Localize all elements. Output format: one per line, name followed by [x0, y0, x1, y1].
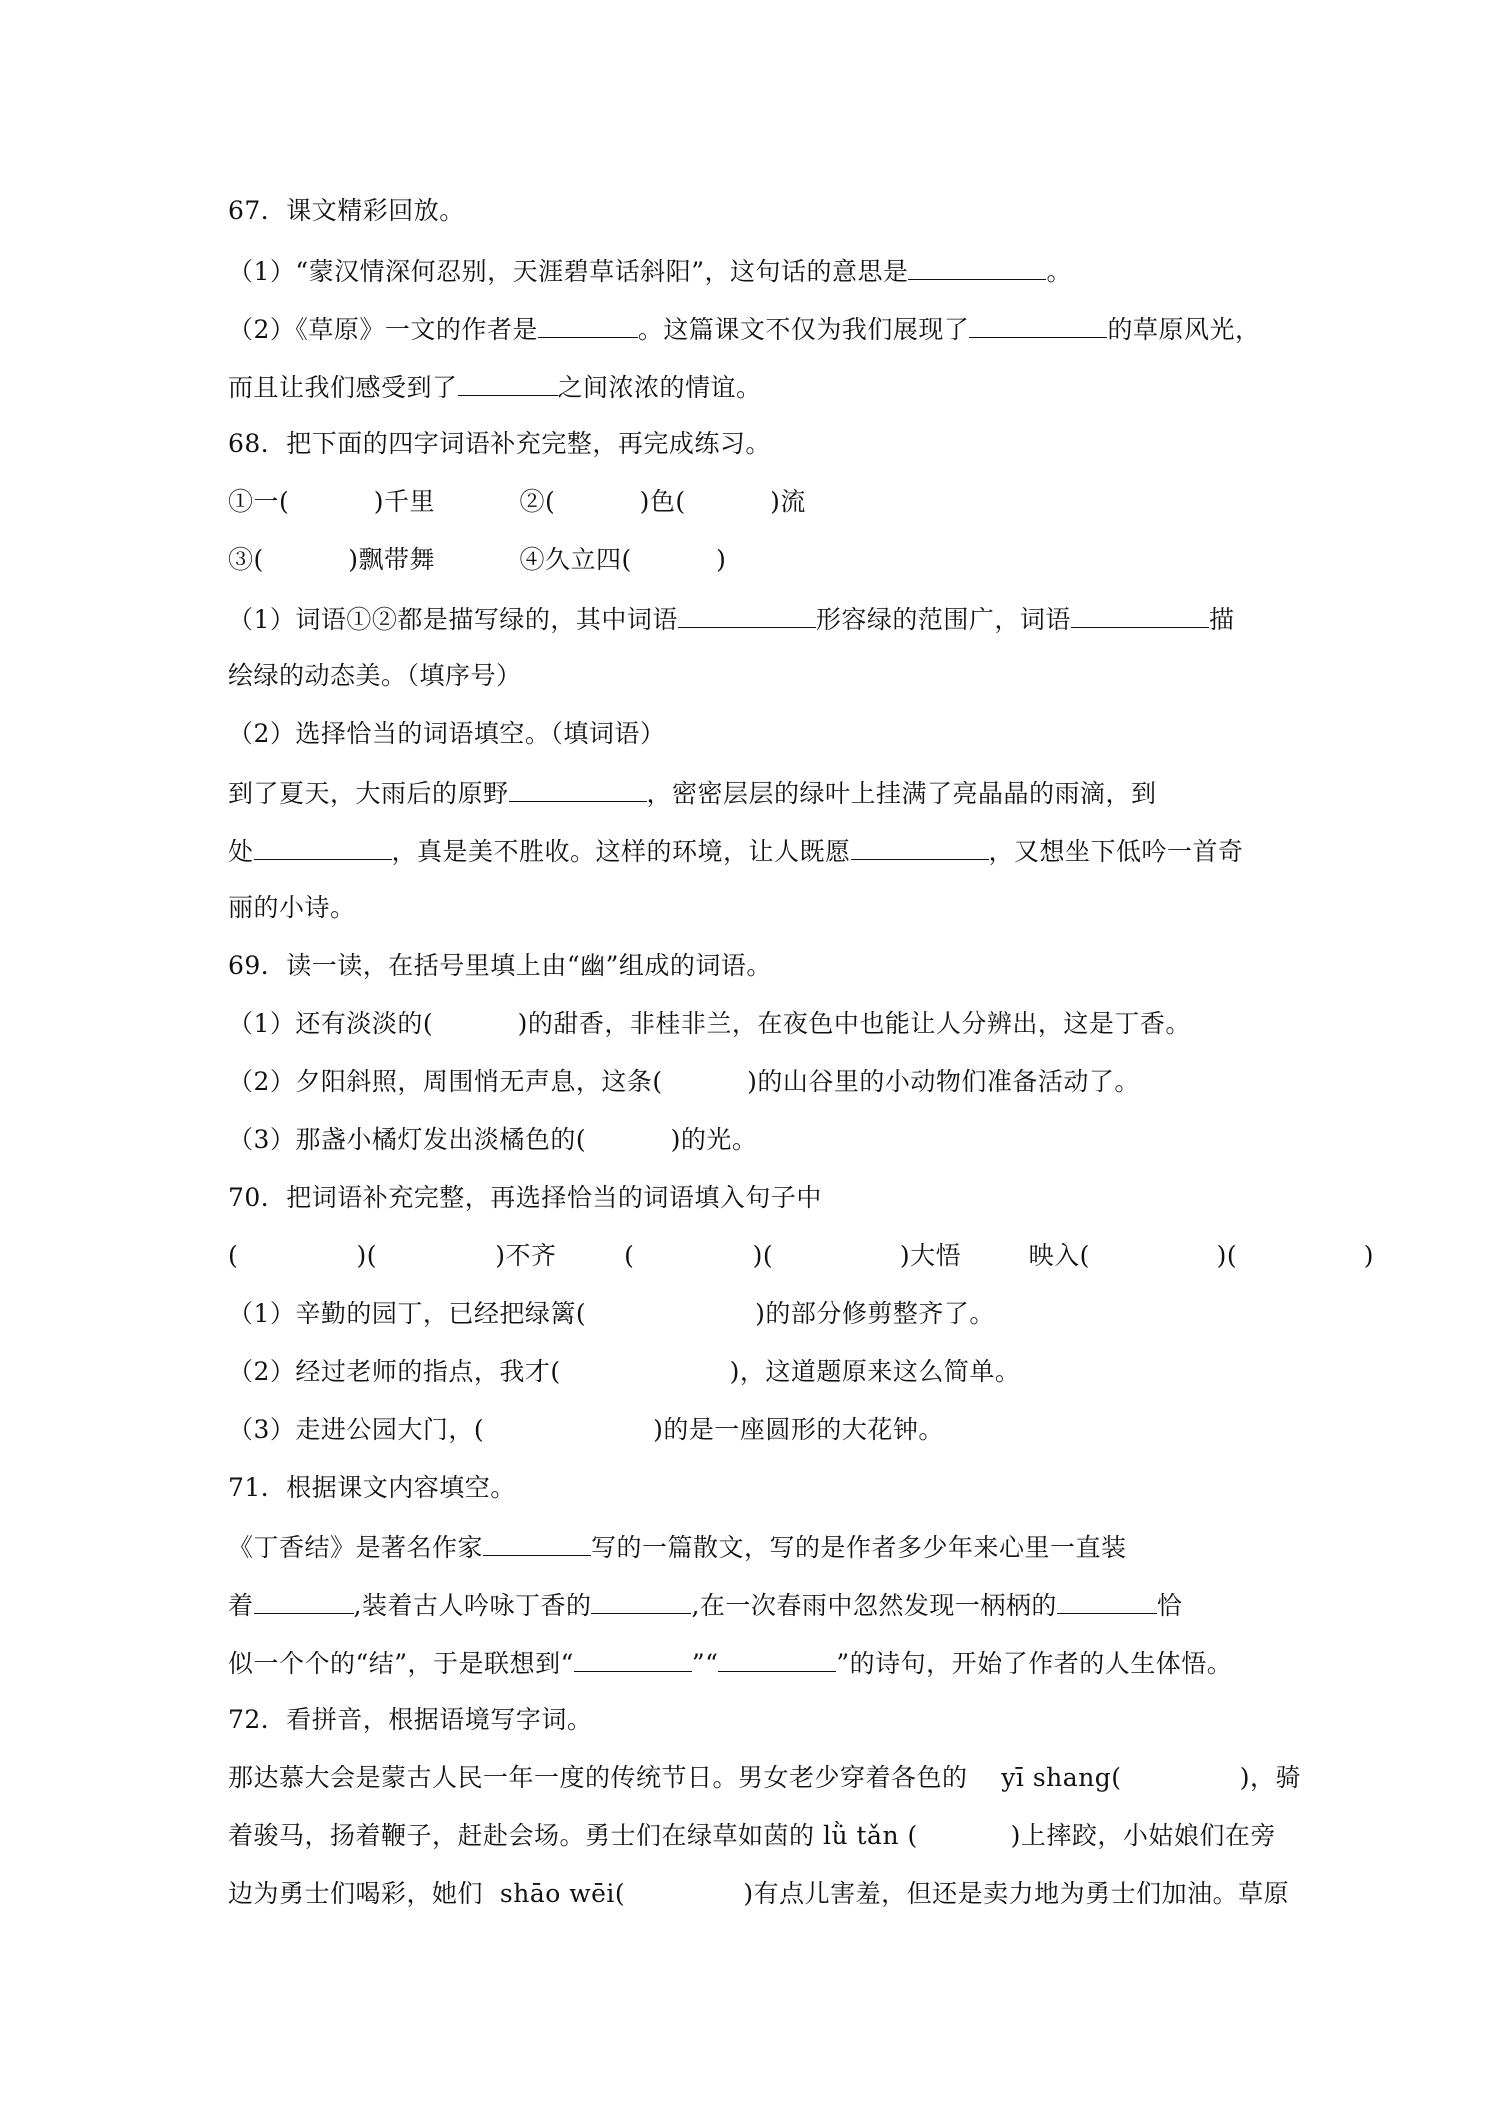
answer-blank[interactable] — [969, 311, 1107, 338]
q68-line-4: 到了夏天，大雨后的原野 ，密密层层的绿叶上挂满了亮晶晶的雨滴，到 — [228, 775, 1157, 811]
q69-line-1: （1）还有淡淡的( )的甜香，非桂非兰，在夜色中也能让人分辨出，这是丁香。 — [228, 1009, 1191, 1038]
q72-title: 72．看拼音，根据语境写字词。 — [228, 1705, 593, 1734]
q69-line-3: （3）那盏小橘灯发出淡橘色的( )的光。 — [228, 1125, 758, 1154]
q67-line-1: （1）“蒙汉情深何忍别，天涯碧草话斜阳”，这句话的意思是 。 — [228, 253, 1072, 289]
q67-line-3: 而且让我们感受到了 之间浓浓的情谊。 — [228, 369, 762, 405]
q70-words-row: ( )( )不齐 ( )( )大悟 映入( )( ) — [228, 1241, 1375, 1270]
answer-blank[interactable] — [574, 1645, 692, 1672]
q67-line-2: （2）《草原》一文的作者是 。这篇课文不仅为我们展现了 的草原风光， — [228, 311, 1260, 347]
q68-line-3: （2）选择恰当的词语填空。（填词语） — [228, 719, 666, 748]
q70-line-1: （1）辛勤的园丁，已经把绿篱( )的部分修剪整齐了。 — [228, 1299, 995, 1328]
q68-words-row-2: ③( )飘带舞 ④久立四( ) — [228, 545, 727, 574]
q70-line-2: （2）经过老师的指点，我才( )，这道题原来这么简单。 — [228, 1357, 1021, 1386]
q68-words-row-1: ①一( )千里 ②( )色( )流 — [228, 487, 806, 516]
q67-title: 67．课文精彩回放。 — [228, 196, 465, 225]
answer-blank[interactable] — [678, 601, 816, 628]
q69-line-2: （2）夕阳斜照，周围悄无声息，这条( )的山谷里的小动物们准备活动了。 — [228, 1067, 1140, 1096]
q70-title: 70．把词语补充完整，再选择恰当的词语填入句子中 — [228, 1183, 822, 1212]
answer-blank[interactable] — [851, 833, 989, 860]
q68-line-5: 处 ，真是美不胜收。这样的环境，让人既愿 ，又想坐下低吟一首奇 — [228, 833, 1244, 869]
q69-title: 69．读一读，在括号里填上由“幽”组成的词语。 — [228, 951, 772, 980]
q72-line-1: 那达慕大会是蒙古人民一年一度的传统节日。男女老少穿着各色的 yī shang( )，骑 — [228, 1763, 1302, 1792]
q68-line-6: 丽的小诗。 — [228, 893, 356, 922]
answer-blank[interactable] — [254, 833, 392, 860]
answer-blank[interactable] — [718, 1645, 836, 1672]
q68-title: 68．把下面的四字词语补充完整，再完成练习。 — [228, 429, 771, 458]
answer-blank[interactable] — [1071, 601, 1209, 628]
answer-blank[interactable] — [908, 253, 1046, 280]
q72-line-2: 着骏马，扬着鞭子，赶赴会场。勇士们在绿草如茵的 lǜ tǎn ( )上摔跤，小姑娘们在旁 — [228, 1821, 1276, 1850]
q72-line-3: 边为勇士们喝彩，她们 shāo wēi( )有点儿害羞，但还是卖力地为勇士们加油。草原 — [228, 1879, 1290, 1908]
q70-line-3: （3）走进公园大门，( )的是一座圆形的大花钟。 — [228, 1415, 944, 1444]
answer-blank[interactable] — [458, 369, 558, 396]
answer-blank[interactable] — [509, 775, 647, 802]
q71-line-2: 着 ,装着古人吟咏丁香的 ,在一次春雨中忽然发现一柄柄的 恰 — [228, 1587, 1182, 1623]
q71-line-3: 似一个个的“结”，于是联想到“ ”“ ”的诗句，开始了作者的人生体悟。 — [228, 1645, 1232, 1681]
q71-line-1: 《丁香结》是著名作家 写的一篇散文，写的是作者多少年来心里一直装 — [228, 1529, 1127, 1565]
answer-blank[interactable] — [538, 311, 638, 338]
answer-blank[interactable] — [483, 1529, 591, 1556]
q68-line-2: 绘绿的动态美。（填序号） — [228, 661, 522, 690]
answer-blank[interactable] — [1057, 1587, 1157, 1614]
q68-line-1: （1）词语①②都是描写绿的，其中词语 形容绿的范围广，词语 描 — [228, 601, 1234, 637]
answer-blank[interactable] — [254, 1587, 354, 1614]
q71-title: 71．根据课文内容填空。 — [228, 1473, 516, 1502]
answer-blank[interactable] — [591, 1587, 691, 1614]
